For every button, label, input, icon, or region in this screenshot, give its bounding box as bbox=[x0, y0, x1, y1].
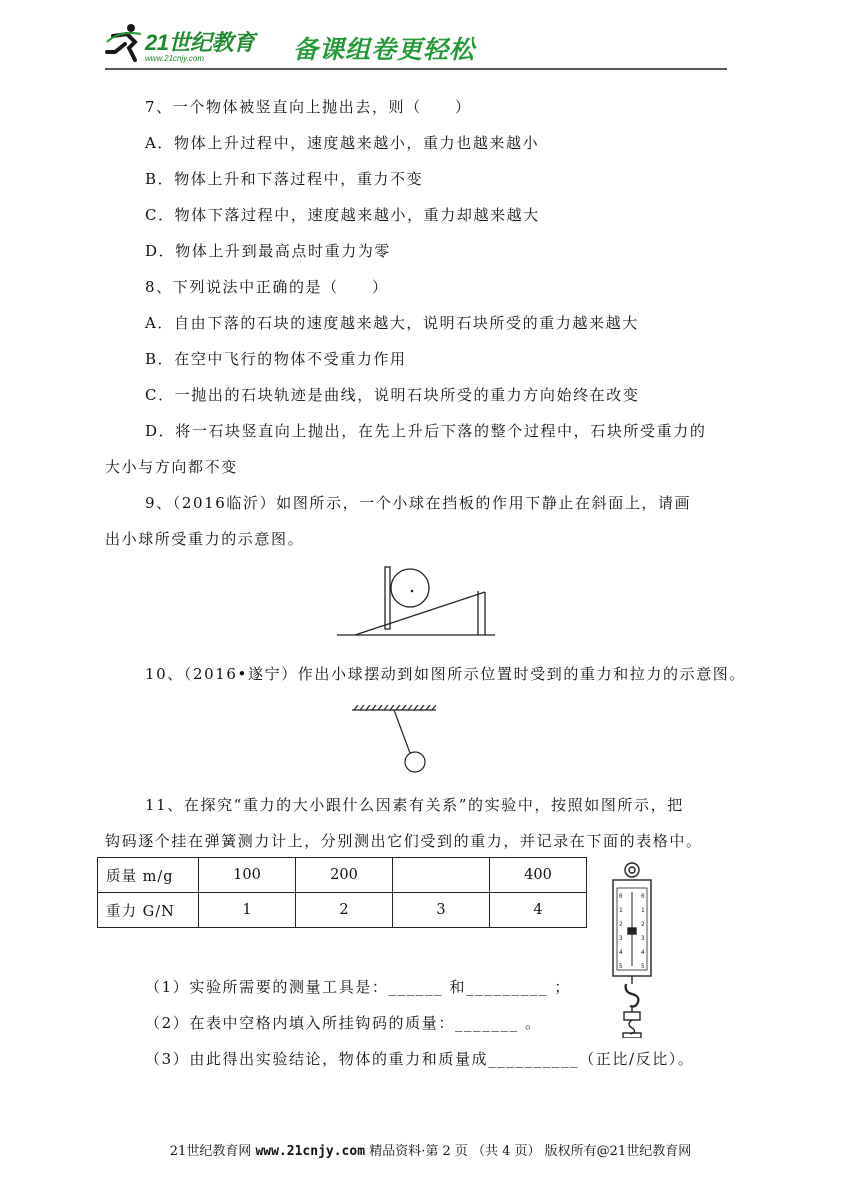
svg-text:0: 0 bbox=[619, 893, 623, 900]
svg-text:1: 1 bbox=[641, 907, 645, 914]
question-8-option-c: C．一抛出的石块轨迹是曲线，说明石块所受的重力方向始终在改变 bbox=[145, 386, 640, 404]
question-9-stem: 9、（2016临沂）如图所示，一个小球在挡板的作用下静止在斜面上，请画 bbox=[145, 494, 692, 512]
question-7-option-b: B．物体上升和下落过程中，重力不变 bbox=[145, 170, 424, 188]
svg-text:4: 4 bbox=[619, 949, 623, 956]
question-7-option-d: D．物体上升到最高点时重力为零 bbox=[145, 242, 392, 260]
table-cell: 100 bbox=[199, 858, 296, 893]
question-11-part-3: （3）由此得出实验结论，物体的重力和质量成__________（正比/反比）。 bbox=[145, 1050, 695, 1068]
page-header bbox=[105, 22, 725, 72]
table-cell: 4 bbox=[490, 893, 587, 928]
logo-text: 21世纪教育 bbox=[145, 30, 255, 55]
table-cell: 200 bbox=[296, 858, 393, 893]
table-row-header: 质量 m/g bbox=[98, 858, 199, 893]
question-7-stem: 7、一个物体被竖直向上抛出去，则（ ） bbox=[145, 98, 472, 116]
footer-left: 21世纪教育网 bbox=[169, 1144, 252, 1159]
svg-text:3: 3 bbox=[641, 935, 645, 942]
spring-scale-figure bbox=[604, 858, 660, 1038]
svg-text:3: 3 bbox=[619, 935, 623, 942]
question-9-stem-cont: 出小球所受重力的示意图。 bbox=[105, 530, 305, 548]
question-8-option-d: D．将一石块竖直向上抛出，在先上升后下落的整个过程中，石块所受重力的 bbox=[145, 422, 707, 440]
footer-url[interactable]: www.21cnjy.com bbox=[255, 1144, 366, 1159]
question-7-option-c: C．物体下落过程中，速度越来越小，重力却越来越大 bbox=[145, 206, 540, 224]
runner-logo-icon bbox=[105, 22, 143, 66]
table-cell: 2 bbox=[296, 893, 393, 928]
header-divider bbox=[105, 68, 727, 70]
table-row-weight bbox=[98, 893, 587, 928]
question-8-stem: 8、下列说法中正确的是（ ） bbox=[145, 278, 389, 296]
question-8-option-b: B．在空中飞行的物体不受重力作用 bbox=[145, 350, 407, 368]
table-cell: 3 bbox=[393, 893, 490, 928]
question-7-option-a: A．物体上升过程中，速度越来越小，重力也越来越小 bbox=[145, 134, 540, 152]
question-11-part-1: （1）实验所需要的测量工具是：______ 和_________ ； bbox=[145, 978, 571, 996]
question-11-part-2: （2）在表中空格内填入所挂钩码的质量：_______ 。 bbox=[145, 1014, 542, 1032]
svg-text:2: 2 bbox=[641, 921, 645, 928]
svg-text:5: 5 bbox=[641, 963, 645, 970]
table-cell: 400 bbox=[490, 858, 587, 893]
svg-text:4: 4 bbox=[641, 949, 645, 956]
page-footer bbox=[0, 1140, 861, 1159]
logo-url: www.21cnjy.com bbox=[145, 54, 204, 63]
data-table bbox=[97, 857, 587, 928]
table-row-mass bbox=[98, 858, 587, 893]
footer-right: 精品资料·第 2 页 （共 4 页） 版权所有@21世纪教育网 bbox=[369, 1144, 692, 1159]
question-10-stem: 10、（2016•遂宁）作出小球摆动到如图所示位置时受到的重力和拉力的示意图。 bbox=[145, 665, 747, 683]
pendulum-figure bbox=[352, 705, 442, 785]
svg-text:2: 2 bbox=[619, 921, 623, 928]
header-slogan: 备课组卷更轻松 bbox=[293, 35, 476, 64]
question-8-option-d-cont: 大小与方向都不变 bbox=[105, 458, 238, 476]
table-cell-blank bbox=[393, 858, 490, 893]
question-11-stem: 11、在探究“重力的大小跟什么因素有关系”的实验中，按照如图所示，把 bbox=[145, 796, 684, 814]
svg-text:0: 0 bbox=[641, 893, 645, 900]
svg-text:1: 1 bbox=[619, 907, 623, 914]
table-cell: 1 bbox=[199, 893, 296, 928]
question-8-option-a: A．自由下落的石块的速度越来越大，说明石块所受的重力越来越大 bbox=[145, 314, 639, 332]
incline-ball-figure bbox=[335, 562, 505, 642]
svg-text:5: 5 bbox=[619, 963, 623, 970]
table-row-header: 重力 G/N bbox=[98, 893, 199, 928]
question-11-stem-cont: 钩码逐个挂在弹簧测力计上，分别测出它们受到的重力，并记录在下面的表格中。 bbox=[105, 832, 703, 850]
